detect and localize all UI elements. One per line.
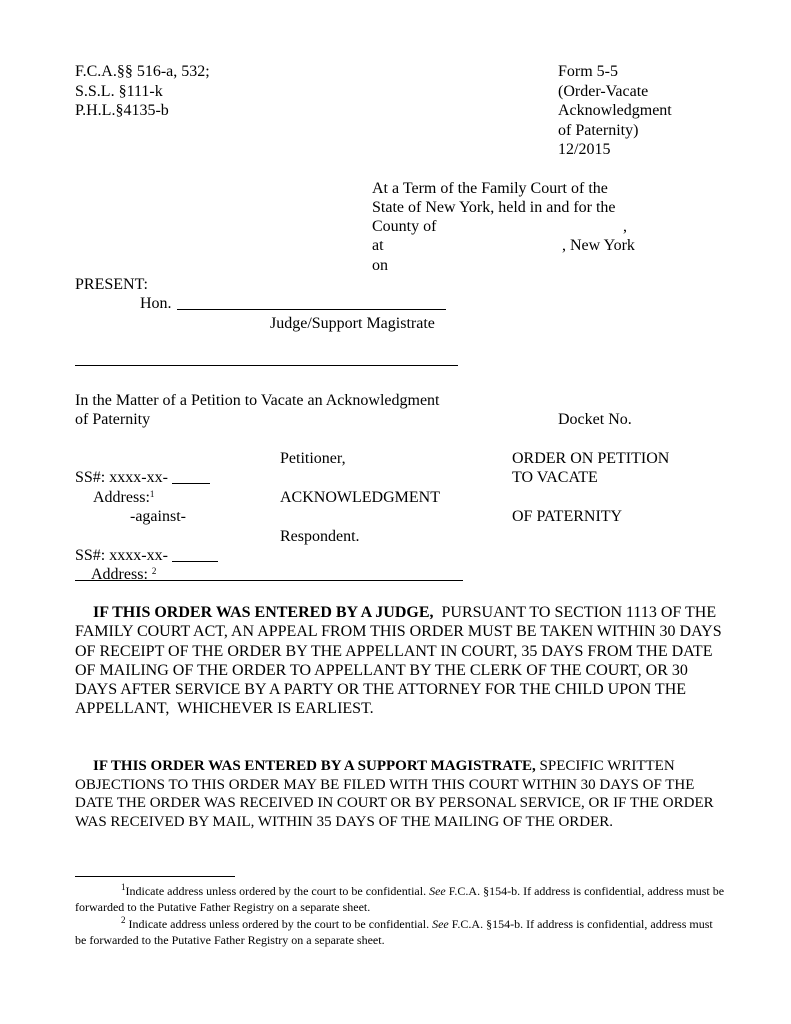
- court-term-line-1: At a Term of the Family Court of the: [372, 180, 608, 197]
- court-term-line-2: State of New York, held in and for the: [372, 199, 616, 216]
- present-label: PRESENT:: [75, 276, 148, 293]
- petitioner-label: Petitioner,: [280, 450, 346, 467]
- footnote-ref-2: 2: [151, 566, 157, 576]
- appeal-notice-judge: IF THIS ORDER WAS ENTERED BY A JUDGE, PURSUANT TO SECTION 1113 OF THE FAMILY COURT ACT, AN APPEAL FROM THIS ORDER MUST BE TAKEN WITHIN 30 DAYS OF RECEIPT OF THE ORDER BY THE APPELLANT IN COURT, 35 DAYS FROM THE DATE OF MAILING OF THE ORDER TO APPELLANT BY THE CLERK OF THE COURT, OR 30 DAYS AFTER SERVICE BY A PARTY OR THE ATTORNEY FOR THE CHILD UPON THE APPELLANT, WHICHEVER IS EARLIEST.: [75, 604, 726, 718]
- footnote-separator: [75, 876, 235, 877]
- footnote-ref-1: 1: [149, 489, 155, 499]
- hon-label: Hon.: [140, 295, 172, 312]
- petitioner-address: Address:$^1$: [93, 489, 155, 506]
- respondent-label: Respondent.: [280, 528, 360, 545]
- against-label: -against-: [130, 508, 186, 525]
- matter-title-line-2: of Paternity: [75, 411, 151, 428]
- judge-title: Judge/Support Magistrate: [270, 315, 435, 332]
- form-number: Form 5-5: [558, 63, 618, 80]
- court-at-label: at: [372, 237, 384, 254]
- petitioner-ssn: SS#: xxxx-xx-: [75, 469, 168, 486]
- order-title-line-1: ORDER ON PETITION: [512, 450, 670, 467]
- objection-notice-magistrate: IF THIS ORDER WAS ENTERED BY A SUPPORT MAGISTRATE, SPECIFIC WRITTEN OBJECTIONS TO THIS ORDER MAY BE FILED WITH THIS COURT WITHIN 30 DAYS OF THE DATE THE ORDER WAS RECEIVED IN COURT OR BY PERSONAL SERVICE, OR IF THE ORDER WAS RECEIVED BY MAIL, WITHIN 35 DAYS OF THE MAILING OF THE ORDER.: [75, 758, 714, 830]
- respondent-ssn: SS#: xxxx-xx-: [75, 547, 168, 564]
- footnote-1: $^1$Indicate address unless ordered by the court to be confidential. See F.C.A. §154-b. If address is confidential, address must be forwarded to the Putative Father Registry on a separate sheet.: [75, 882, 725, 914]
- court-on-label: on: [372, 257, 388, 274]
- footnote-2: $^2$ Indicate address unless ordered by the court to be confidential. See F.C.A. §154-b. If address is confidential, address must be forwarded to the Putative Father Registry on a separate sheet.: [75, 915, 713, 947]
- respondent-ssn-blank: [172, 561, 218, 562]
- statute-line-3: P.H.L.§4135-b: [75, 102, 169, 119]
- caption-bottom-rule: [75, 580, 463, 581]
- court-new-york: , New York: [562, 237, 635, 254]
- caption-top-rule: [75, 365, 458, 366]
- form-title-line-3: of Paternity): [558, 122, 639, 139]
- order-title-line-2: TO VACATE: [512, 469, 598, 486]
- respondent-address: Address: $^2$: [91, 566, 157, 583]
- petitioner-ssn-blank: [172, 483, 210, 484]
- matter-title-line-1: In the Matter of a Petition to Vacate an Acknowledgment: [75, 392, 440, 409]
- form-date: 12/2015: [558, 141, 611, 158]
- order-title-line-3: ACKNOWLEDGMENT: [280, 489, 440, 506]
- statute-line-2: S.S.L. §111-k: [75, 83, 163, 100]
- statute-line-1: F.C.A.§§ 516-a, 532;: [75, 63, 210, 80]
- form-title-line-1: (Order-Vacate: [558, 83, 649, 100]
- court-county-label: County of: [372, 218, 437, 235]
- order-title-line-4: OF PATERNITY: [512, 508, 623, 525]
- judge-signature-line: [177, 309, 446, 310]
- form-title-line-2: Acknowledgment: [558, 102, 672, 119]
- docket-label: Docket No.: [558, 411, 632, 428]
- court-county-comma: ,: [623, 218, 627, 235]
